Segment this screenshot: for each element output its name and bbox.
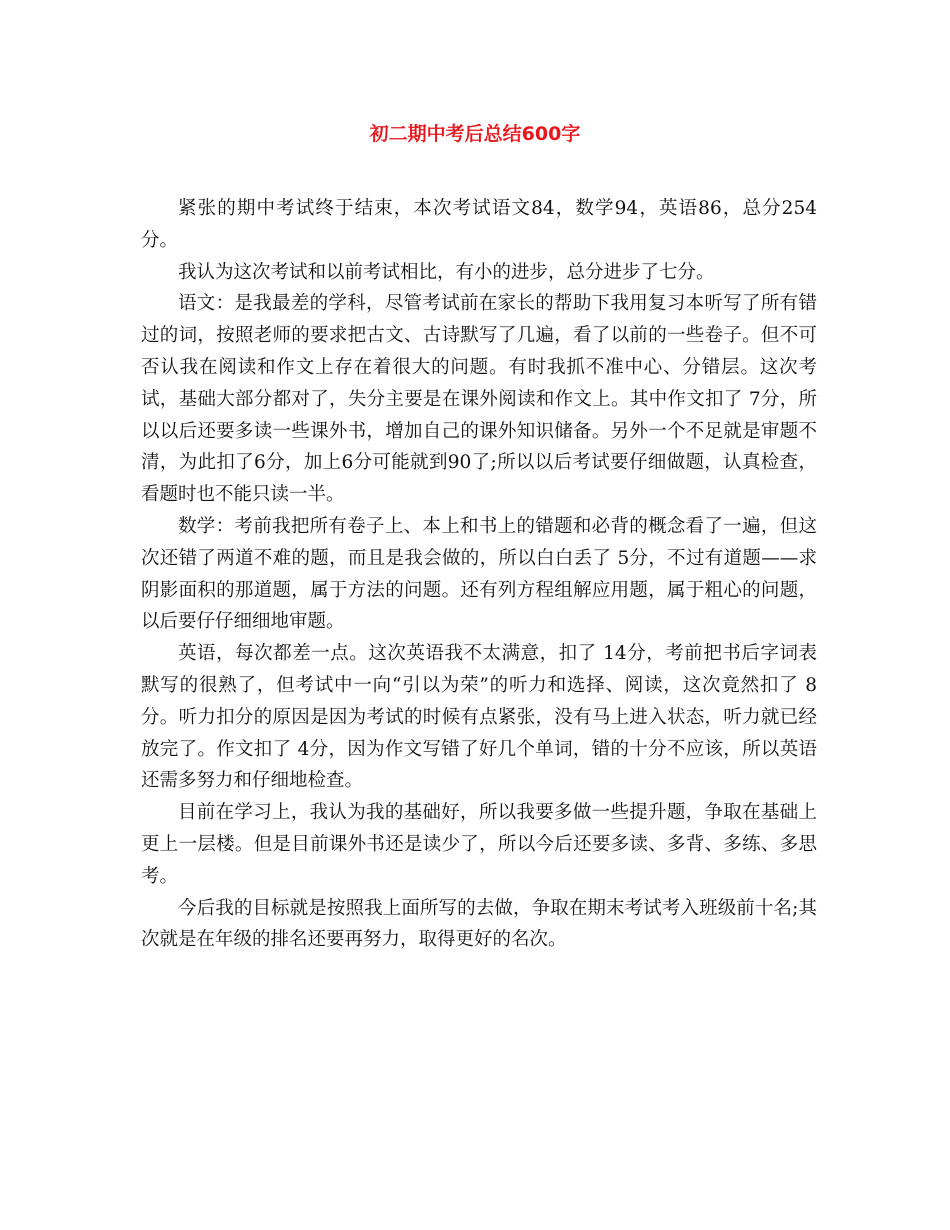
paragraph-chinese: 语文：是我最差的学科，尽管考试前在家长的帮助下我用复习本听写了所有错过的词，按照老师的要求把古文、古诗默写了几遍，看了以前的一些卷子。但不可否认我在阅读和作文上存在着很大的问题。有时我抓不准中心、分错层。这次考试，基础大部分都对了，失分主要是在课外阅读和作文上。其中作文扣了 7分，所以以后还要多读一些课外书，增加自己的课外知识储备。另外一个不足就是审题不清，为此扣了6分，加上6分可能就到90了;所以以后考试要仔细做题，认真检查，看题时也不能只读一半。 <box>141 293 817 506</box>
paragraph-english: 英语，每次都差一点。这次英语我不太满意，扣了 14分，考前把书后字词表默写的很熟了，但考试中一向“引以为荣”的听力和选择、阅读，这次竟然扣了 8分。听力扣分的原因是因为考试的时候有点紧张，没有马上进入状态，听力就已经放完了。作文扣了 4分，因为作文写错了好几个单词，错的十分不应该，所以英语还需多努力和仔细地检查。 <box>141 643 817 792</box>
paragraph-current-study: 目前在学习上，我认为我的基础好，所以我要多做一些提升题，争取在基础上更上一层楼。但是目前课外书还是读少了，所以今后还要多读、多背、多练、多思考。 <box>141 802 817 887</box>
paragraph-scores: 紧张的期中考试终于结束，本次考试语文84，数学94，英语86，总分254分。 <box>141 198 817 251</box>
paragraph-math: 数学：考前我把所有卷子上、本上和书上的错题和必背的概念看了一遍，但这次还错了两道不难的题，而且是我会做的，所以白白丢了 5分，不过有道题——求阴影面积的那道题，属于方法的问题。还有列方程组解应用题，属于粗心的问题，以后要仔仔细细地审题。 <box>141 515 817 633</box>
paragraph-progress: 我认为这次考试和以前考试相比，有小的进步，总分进步了七分。 <box>178 261 715 283</box>
paragraph-goals: 今后我的目标就是按照我上面所写的去做，争取在期末考试考入班级前十名;其次就是在年级的排名还要再努力，取得更好的名次。 <box>141 897 817 951</box>
document-body <box>141 193 817 956</box>
document-title: 初二期中考后总结600字 <box>369 123 581 145</box>
